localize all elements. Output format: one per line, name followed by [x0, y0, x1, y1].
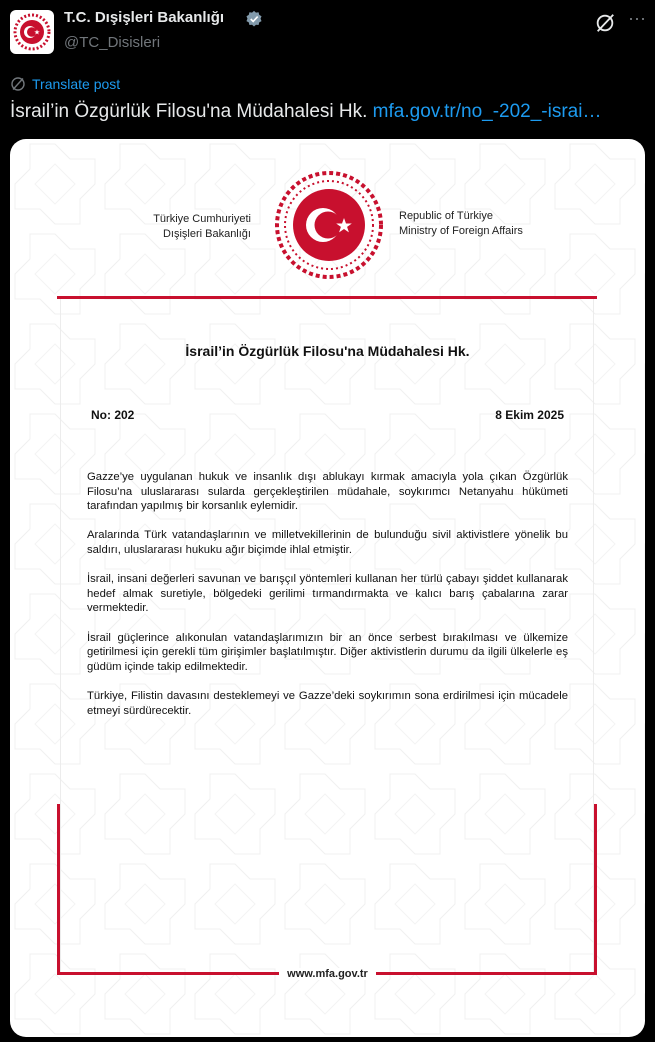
ministry-seal-icon	[274, 169, 384, 281]
ministry-seal-icon	[10, 10, 54, 54]
translate-post-label: Translate post	[32, 76, 121, 92]
handle[interactable]: @TC_Disisleri	[64, 34, 161, 51]
frame-top-border	[57, 296, 597, 299]
header-left-line-1: Türkiye Cumhuriyeti	[153, 213, 251, 225]
translate-icon	[10, 76, 26, 92]
document-footer	[10, 964, 645, 982]
attached-image[interactable]	[10, 139, 645, 1037]
document-title: İsrail’in Özgürlük Filosu'na Müdahalesi Hk.	[185, 343, 470, 359]
document-date: 8 Ekim 2025	[495, 408, 564, 422]
document-body	[87, 470, 568, 733]
header-left	[153, 212, 251, 242]
paragraph: İsrail, insani değerleri savunan ve barışçıl yöntemleri kullanan her türlü çabayı şiddet kullanarak hedef almak suretiyle, bölgedeki gerilimi tırmandırmakta ve kalıcı barış çabalarına zarar vermektedir.	[87, 573, 568, 615]
tweet-text	[10, 100, 601, 124]
verified-badge-icon	[245, 10, 263, 28]
paragraph: Türkiye, Filistin davasını desteklemeyi ve Gazze’deki soykırımın sona erdirilmesi için mücadele etmeyi sürdürecektir.	[87, 689, 568, 717]
paragraph: Aralarında Türk vatandaşlarının ve milletvekillerinin de bulunduğu sivil aktivistlere yönelik bu saldırı, uluslararası hukuku ağır biçimde ihlal etmiştir.	[87, 529, 568, 556]
tweet-body: İsrail’in Özgürlük Filosu'na Müdahalesi Hk.	[10, 101, 368, 122]
paragraph: Gazze’ye uygulanan hukuk ve insanlık dışı ablukayı kırmak amacıyla yola çıkan Özgürlük Filosu’na uluslararası sularda gerçekleştirilen müdahale, soykırımcı Netanyahu hükümeti tarafından yapılmış bir korsanlık eylemidir.	[87, 471, 568, 513]
display-name[interactable]: T.C. Dışişleri Bakanlığı	[64, 9, 225, 26]
grok-icon[interactable]	[594, 12, 616, 34]
footer-url: www.mfa.gov.tr	[279, 968, 376, 980]
header-left-line-2: Dışişleri Bakanlığı	[162, 228, 251, 240]
header-right-line-1: Republic of Türkiye	[399, 210, 493, 222]
frame-left-border	[57, 804, 60, 975]
document-number: No: 202	[91, 408, 135, 422]
header-right-line-2: Ministry of Foreign Affairs	[399, 225, 523, 237]
translate-post-link[interactable]	[10, 74, 120, 94]
more-options-icon[interactable]: ⋯	[628, 9, 646, 29]
tweet-link[interactable]: mfa.gov.tr/no_-202_-israi…	[372, 101, 602, 122]
avatar[interactable]	[10, 10, 54, 54]
header-right	[399, 209, 523, 239]
frame-right-border	[594, 804, 597, 975]
paragraph: İsrail güçlerince alıkonulan vatandaşlarımızın bir an önce serbest bırakılması ve ülkemize getirilmesi için gerekli tüm girişimler başlatılmıştır. Diğer aktivistlerin durumu da ilgili ülkelerle eş güdüm içinde takip edilmektedir.	[87, 631, 568, 673]
